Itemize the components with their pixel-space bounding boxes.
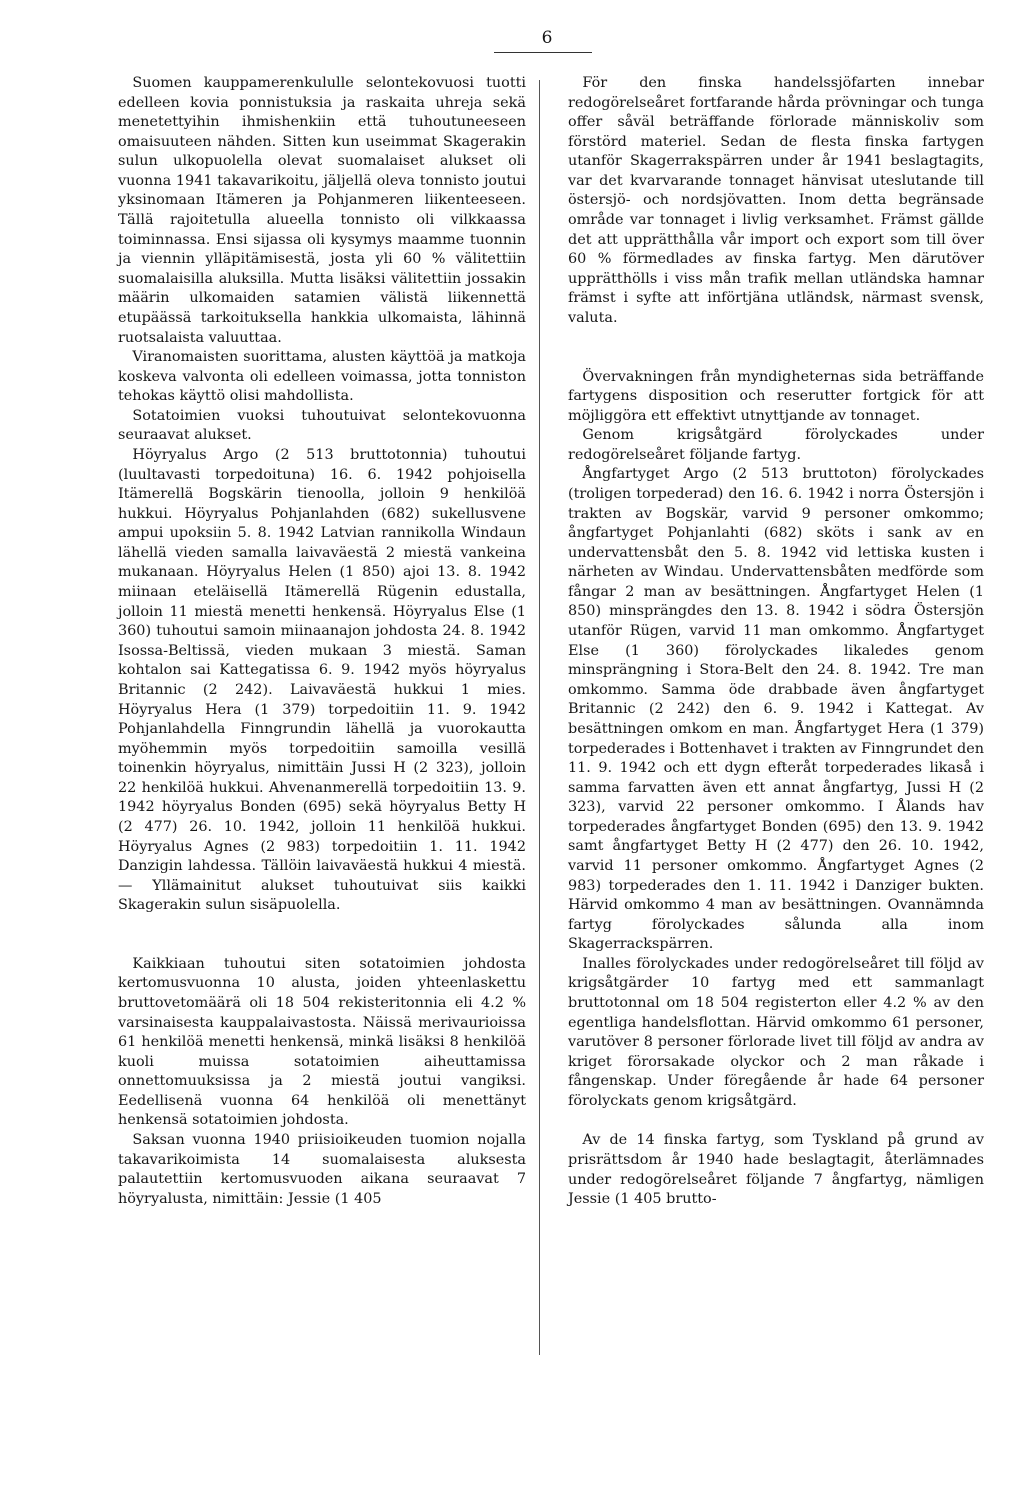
fi-section-gap: [118, 916, 526, 955]
page-number: 6: [541, 28, 553, 48]
fi-paragraph-5: Kaikkiaan tuhoutui siten sotatoimien johdosta kertomusvuonna 10 alusta, joiden yhteenlaskettu bruttovetomäärä oli 18 504 rekisteritonnia eli 4.2 % varsinaisesta kauppalaivastosta. Näissä merivaurioissa 61 henkilöä menetti henkensä, minkä lisäksi 8 henkilöä kuoli muissa sotatoimien aiheuttamissa onnettomuuksissa ja 2 miestä joutui vangiksi. Eedellisenä vuonna 64 henkilöä oli menettänyt henkensä sotatoimien johdosta.: [118, 955, 526, 1129]
fi-paragraph-1: Suomen kauppamerenkululle selontekovuosi tuotti edelleen kovia ponnistuksia ja raskaita uhreja sekä menetettyihin ihmishenkiin että tuhoutuneeseen omaisuuteen nähden. Sitten kun useimmat Skagerakin sulun ulkopuolella olevat suomalaiset alukset oli vuonna 1941 takavarikoitu, jäljellä oleva tonnisto joutui yksinomaan Itämeren ja Pohjanmeren liikenteeseen. Tällä rajoitetulla alueella tonnisto oli vilkkaassa toiminnassa. Ensi sijassa oli kysymys maamme tuonnin ja viennin ylläpitämisestä, josta yli 60 % välitettiin suomalaisilla aluksilla. Mutta lisäksi välitettiin jossakin määrin ulkomaiden satamien välistä liikennettä etupäässä tarkoituksella hankkia ulkomaista, lähinnä ruotsalaista valuuttaa.: [118, 75, 526, 346]
finnish-column: [118, 74, 526, 1209]
fi-paragraph-3: Sotatoimien vuoksi tuhoutuivat selontekovuonna seuraavat alukset.: [118, 407, 526, 444]
sv-section-gap-2: [568, 1111, 984, 1131]
sv-section-gap-1: [568, 329, 984, 368]
swedish-column: [568, 74, 984, 1210]
page-number-rule: [494, 52, 592, 53]
sv-paragraph-6: Av de 14 finska fartyg, som Tyskland på grund av prisrättsdom år 1940 hade beslagtagit, återlämnades under redogörelseåret följande 7 ångfartyg, nämligen Jessie (1 405 brutto-: [568, 1132, 984, 1208]
sv-paragraph-2: Övervakningen från myndigheternas sida beträffande fartygens disposition och reserutter fortgick för att möjliggöra ett effektivt utnyttjande av tonnaget.: [568, 368, 984, 424]
fi-paragraph-4: Höyryalus Argo (2 513 bruttotonnia) tuhoutui (luultavasti torpedoituna) 16. 6. 1942 pohjoisella Itämerellä Bogskärin tienoolla, jolloin 9 henkilöä hukkui. Höyryalus Pohjanlahden (682) sukellusvene ampui upoksiin 5. 8. 1942 Latvian rannikolla Windaun lähellä vieden samalla laivaväestä 2 miestä vankeina mukanaan. Höyryalus Helen (1 850) ajoi 13. 8. 1942 miinaan eteläisellä Itämerellä Rügenin edustalla, jolloin 11 miestä menetti henkensä. Höyryalus Else (1 360) tuhoutui samoin miinaanajon johdosta 24. 8. 1942 Isossa-Beltissä, vieden mukaan 3 miestä. Saman kohtalon sai Kattegatissa 6. 9. 1942 myös höyryalus Britannic (2 242). Laivaväestä hukkui 1 mies. Höyryalus Hera (1 379) torpedoitiin 11. 9. 1942 Pohjanlahdella Finngrundin lähellä ja vuorokautta myöhemmin myös torpedoitiin samoilla vesillä toinenkin höyryalus, nimittäin Jussi H (2 323), jolloin 22 henkilöä hukkui. Ahvenanmerellä torpedoitiin 13. 9. 1942 höyryalus Bonden (695) sekä höyryalus Betty H (2 477) 26. 10. 1942, jolloin 11 henkilöä hukkui. Höyryalus Agnes (2 983) torpedoitiin 1. 11. 1942 Danzigin lahdessa. Tällöin laivaväestä hukkui 4 miestä. — Yllämainitut alukset tuhoutuivat siis kaikki Skagerakin sulun sisäpuolella.: [118, 446, 526, 914]
fi-paragraph-6: Saksan vuonna 1940 priisioikeuden tuomion nojalla takavarikoimista 14 suomalaisesta aluksesta palautettiin kertomusvuoden aikana seuraavat 7 höyryalusta, nimittäin: Jessie (1 405: [118, 1132, 526, 1207]
fi-paragraph-2: Viranomaisten suorittama, alusten käyttöä ja matkoja koskeva valvonta oli edelleen voimassa, jotta tonniston tehokas käyttö olisi mahdollista.: [118, 349, 526, 405]
column-divider: [539, 80, 540, 1355]
sv-paragraph-4: Ångfartyget Argo (2 513 bruttoton) förolyckades (troligen torpederad) den 16. 6. 1942 i norra Östersjön i trakten av Bogskär, varvid 9 personer omkommo; ångfartyget Pohjanlahti (682) sköts i sank av en undervattensbåt den 5. 8. 1942 vid lettiska kusten i närheten av Windau. Undervattensbåten medförde som fångar 2 man av besättningen. Ångfartyget Helen (1 850) minsprängdes den 13. 8. 1942 i södra Östersjön utanför Rügen, varvid 11 man omkommo. Ångfartyget Else (1 360) förolyckades likaledes genom minsprängning i Stora-Belt den 24. 8. 1942. Tre man omkommo. Samma öde drabbade även ångfartyget Britannic (2 242) den 6. 9. 1942 i Kattegat. Av besättningen omkom en man. Ångfartyget Hera (1 379) torpederades i Bottenhavet i trakten av Finngrundet den 11. 9. 1942 och ett dygn efteråt torpederades likaså i samma farvatten även ett annat ångfartyg, Jussi H (2 323), varvid 22 personer omkommo. I Ålands hav torpederades ångfartyget Bonden (695) den 13. 9. 1942 samt ångfartyget Betty H (2 477) den 26. 10. 1942, varvid 11 personer omkommo. Ångfartyget Agnes (2 983) torpederades den 1. 11. 1942 i Danziger bukten. Härvid omkommo 4 man av besättningen. Ovannämnda fartyg förolyckades sålunda alla inom Skagerrackspärren.: [568, 466, 984, 953]
sv-paragraph-1: För den finska handelssjöfarten innebar redogörelseåret fortfarande hårda prövningar och tunga offer såväl beträffande förlorade människoliv som förstörd materiel. Sedan de flesta finska fartygen utanför Skagerrakspärren under år 1941 beslagtagits, var det kvarvarande tonnaget hänvisat uteslutande till östersjö- och nordsjövatten. Inom detta begränsade område var tonnaget i livlig verksamhet. Främst gällde det att upprätthålla vår import och export som till över 60 % förmedlades av finska fartyg. Men därutöver upprätthölls i viss mån trafik mellan utländska hamnar främst i syfte att införtjäna utländsk, närmast svensk, valuta.: [568, 75, 984, 326]
sv-paragraph-3: Genom krigsåtgärd förolyckades under redogörelseåret följande fartyg.: [568, 427, 984, 463]
sv-paragraph-5: Inalles förolyckades under redogörelseåret till följd av krigsåtgärder 10 fartyg med ett sammanlagt bruttotonnal om 18 504 registerton eller 4.2 % av den egentliga handelsflottan. Härvid omkommo 61 personer, varutöver 8 personer förlorade livet till följd av andra av kriget förorsakade olyckor och 2 man råkade i fångenskap. Under föregående år hade 64 personer förolyckats genom krigsåtgärd.: [568, 955, 984, 1109]
